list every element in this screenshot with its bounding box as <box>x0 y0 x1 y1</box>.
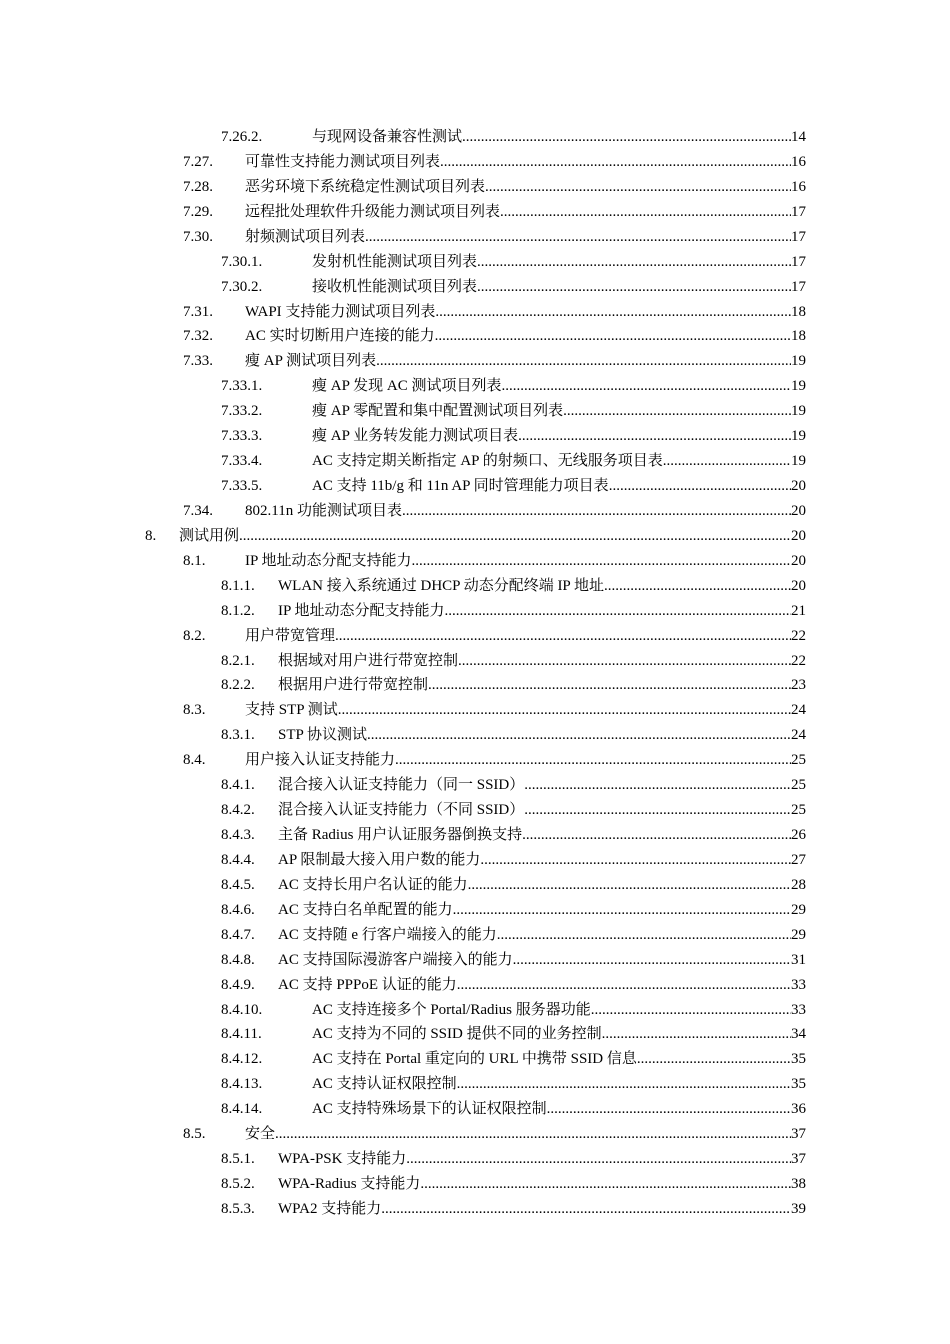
toc-entry[interactable] <box>183 175 806 199</box>
toc-entry-number: 8.3. <box>183 702 206 718</box>
toc-entry-page-number: 19 <box>791 378 806 394</box>
toc-entry-page-number: 18 <box>791 328 806 344</box>
toc-entry-number: 8.2.1. <box>221 653 255 669</box>
toc-entry[interactable] <box>183 1122 806 1146</box>
toc-entry[interactable] <box>183 499 806 523</box>
toc-entry-title: AC 支持随 e 行客户端接入的能力 <box>278 927 497 943</box>
toc-entry-number: 7.27. <box>183 154 213 170</box>
toc-entry-title: 用户接入认证支持能力 <box>245 752 396 768</box>
toc-dot-leader <box>663 449 791 473</box>
toc-entry-number: 8.1.2. <box>221 603 255 619</box>
toc-entry-number: 7.30.2. <box>221 279 263 295</box>
toc-entry[interactable] <box>221 773 806 797</box>
toc-entry-title: WPA-PSK 支持能力 <box>278 1151 407 1167</box>
toc-entry-title: AC 支持认证权限控制 <box>312 1076 457 1092</box>
toc-entry-number: 8.5.2. <box>221 1176 255 1192</box>
toc-dot-leader <box>501 374 791 398</box>
toc-entry-number: 8.1.1. <box>221 578 255 594</box>
toc-entry-title: AC 支持国际漫游客户端接入的能力 <box>278 952 513 968</box>
toc-dot-leader <box>468 873 791 897</box>
toc-entry-page-number: 22 <box>791 628 806 644</box>
toc-dot-leader <box>563 399 791 423</box>
toc-dot-leader <box>412 549 791 573</box>
toc-entry-number: 8.4.12. <box>221 1051 263 1067</box>
toc-entry-number: 8.4.13. <box>221 1076 263 1092</box>
toc-dot-leader <box>457 1072 791 1096</box>
toc-entry-number: 7.34. <box>183 503 213 519</box>
toc-dot-leader <box>365 225 791 249</box>
toc-entry[interactable] <box>221 649 806 673</box>
toc-entry-page-number: 25 <box>791 802 806 818</box>
toc-dot-leader <box>453 898 791 922</box>
toc-dot-leader <box>602 1022 791 1046</box>
toc-entry[interactable] <box>183 549 806 573</box>
toc-entry-title: 根据域对用户进行带宽控制 <box>278 653 459 669</box>
toc-entry[interactable] <box>221 474 806 498</box>
toc-entry-number: 8.2.2. <box>221 677 255 693</box>
toc-entry-number: 7.29. <box>183 204 213 220</box>
toc-dot-leader <box>335 624 791 648</box>
toc-entry-title: AC 支持长用户名认证的能力 <box>278 877 468 893</box>
toc-entry-page-number: 35 <box>791 1051 806 1067</box>
toc-entry-number: 8.4.11. <box>221 1026 262 1042</box>
toc-entry-title: 支持 STP 测试 <box>245 702 338 718</box>
toc-entry[interactable] <box>221 873 806 897</box>
toc-entry-page-number: 14 <box>791 129 806 145</box>
toc-entry[interactable] <box>221 898 806 922</box>
toc-entry-title: AC 支持 11b/g 和 11n AP 同时管理能力项目表 <box>312 478 609 494</box>
toc-entry-page-number: 19 <box>791 428 806 444</box>
toc-entry-page-number: 22 <box>791 653 806 669</box>
toc-entry-page-number: 24 <box>791 702 806 718</box>
toc-entry-page-number: 17 <box>791 229 806 245</box>
toc-dot-leader <box>462 125 791 149</box>
toc-dot-leader <box>500 200 791 224</box>
toc-entry-title: AC 支持 PPPoE 认证的能力 <box>278 977 457 993</box>
toc-dot-leader <box>239 524 791 548</box>
toc-entry-title: 瘦 AP 发现 AC 测试项目列表 <box>312 378 502 394</box>
toc-entry[interactable] <box>221 574 806 598</box>
toc-dot-leader <box>395 748 791 772</box>
toc-entry-title: 远程批处理软件升级能力测试项目列表 <box>245 204 501 220</box>
toc-entry-page-number: 33 <box>791 977 806 993</box>
toc-entry-title: 混合接入认证支持能力（不同 SSID） <box>278 802 525 818</box>
toc-entry-page-number: 29 <box>791 927 806 943</box>
toc-entry-title: AC 支持在 Portal 重定向的 URL 中携带 SSID 信息 <box>312 1051 637 1067</box>
toc-entry[interactable] <box>145 524 806 548</box>
toc-entry[interactable] <box>221 424 806 448</box>
toc-entry[interactable] <box>221 723 806 747</box>
toc-entry-title: 802.11n 功能测试项目表 <box>245 503 402 519</box>
toc-entry-number: 7.33.3. <box>221 428 263 444</box>
toc-dot-leader <box>637 1047 791 1071</box>
toc-entry-number: 8.4.1. <box>221 777 255 793</box>
toc-entry[interactable] <box>221 250 806 274</box>
toc-entry-page-number: 18 <box>791 304 806 320</box>
toc-dot-leader <box>376 349 791 373</box>
toc-entry[interactable] <box>221 973 806 997</box>
toc-entry-page-number: 20 <box>791 578 806 594</box>
toc-entry-page-number: 20 <box>791 528 806 544</box>
toc-dot-leader <box>477 250 791 274</box>
toc-dot-leader <box>524 773 791 797</box>
toc-entry-page-number: 27 <box>791 852 806 868</box>
toc-entry[interactable] <box>221 399 806 423</box>
toc-entry-number: 8.4.6. <box>221 902 255 918</box>
toc-entry[interactable] <box>183 300 806 324</box>
toc-entry-number: 7.32. <box>183 328 213 344</box>
toc-entry[interactable] <box>221 948 806 972</box>
toc-entry[interactable] <box>221 599 806 623</box>
toc-entry-page-number: 34 <box>791 1026 806 1042</box>
toc-entry[interactable] <box>221 923 806 947</box>
toc-entry-page-number: 25 <box>791 777 806 793</box>
toc-entry-title: 射频测试项目列表 <box>245 229 366 245</box>
toc-entry-page-number: 20 <box>791 478 806 494</box>
toc-entry[interactable] <box>221 125 806 149</box>
toc-entry-title: 与现网设备兼容性测试 <box>312 129 463 145</box>
toc-dot-leader <box>406 1147 791 1171</box>
toc-entry-number: 7.33. <box>183 353 213 369</box>
toc-dot-leader <box>445 599 791 623</box>
toc-entry[interactable] <box>183 698 806 722</box>
toc-entry-title: 主备 Radius 用户认证服务器倒换支持 <box>278 827 523 843</box>
toc-entry[interactable] <box>221 1022 806 1046</box>
toc-dot-leader <box>435 300 791 324</box>
toc-dot-leader <box>428 673 791 697</box>
toc-entry-page-number: 21 <box>791 603 806 619</box>
toc-entry-title: WLAN 接入系统通过 DHCP 动态分配终端 IP 地址 <box>278 578 604 594</box>
toc-entry-number: 8.4. <box>183 752 206 768</box>
toc-entry-page-number: 37 <box>791 1151 806 1167</box>
toc-entry-number: 8.4.9. <box>221 977 255 993</box>
toc-entry-number: 8.4.2. <box>221 802 255 818</box>
toc-dot-leader <box>402 499 791 523</box>
toc-dot-leader <box>497 923 791 947</box>
toc-entry[interactable] <box>183 225 806 249</box>
toc-entry-number: 8.5.3. <box>221 1201 255 1217</box>
toc-entry[interactable] <box>221 1097 806 1121</box>
toc-entry-page-number: 25 <box>791 752 806 768</box>
toc-entry[interactable] <box>183 200 806 224</box>
toc-entry-page-number: 17 <box>791 254 806 270</box>
toc-entry-title: 根据用户进行带宽控制 <box>278 677 429 693</box>
toc-entry[interactable] <box>221 275 806 299</box>
toc-entry-title: AC 支持特殊场景下的认证权限控制 <box>312 1101 547 1117</box>
toc-dot-leader <box>457 973 791 997</box>
toc-entry-title: 接收机性能测试项目列表 <box>312 279 478 295</box>
toc-dot-leader <box>480 848 791 872</box>
toc-entry-number: 8.4.8. <box>221 952 255 968</box>
toc-entry[interactable] <box>221 673 806 697</box>
toc-entry-number: 7.30. <box>183 229 213 245</box>
toc-entry-number: 7.26.2. <box>221 129 263 145</box>
toc-entry-number: 8.2. <box>183 628 206 644</box>
toc-entry-page-number: 26 <box>791 827 806 843</box>
toc-dot-leader <box>547 1097 791 1121</box>
toc-entry-title: 瘦 AP 业务转发能力测试项目表 <box>312 428 519 444</box>
toc-entry[interactable] <box>221 374 806 398</box>
toc-entry-page-number: 36 <box>791 1101 806 1117</box>
toc-entry-page-number: 16 <box>791 154 806 170</box>
toc-entry-page-number: 28 <box>791 877 806 893</box>
toc-entry-page-number: 39 <box>791 1201 806 1217</box>
toc-entry[interactable] <box>183 624 806 648</box>
toc-entry-page-number: 35 <box>791 1076 806 1092</box>
toc-entry-title: STP 协议测试 <box>278 727 368 743</box>
toc-entry[interactable] <box>221 1072 806 1096</box>
toc-dot-leader <box>604 574 791 598</box>
toc-dot-leader <box>591 998 791 1022</box>
toc-entry-number: 8.4.3. <box>221 827 255 843</box>
toc-entry-number: 8.4.10. <box>221 1002 263 1018</box>
toc-entry-number: 7.33.4. <box>221 453 263 469</box>
toc-entry-title: 可靠性支持能力测试项目列表 <box>245 154 441 170</box>
toc-entry-page-number: 17 <box>791 204 806 220</box>
toc-entry-page-number: 16 <box>791 179 806 195</box>
toc-entry-title: WPA-Radius 支持能力 <box>278 1176 421 1192</box>
toc-entry-page-number: 31 <box>791 952 806 968</box>
toc-entry-number: 7.28. <box>183 179 213 195</box>
toc-entry-page-number: 37 <box>791 1126 806 1142</box>
toc-entry-title: AC 支持白名单配置的能力 <box>278 902 453 918</box>
toc-dot-leader <box>435 324 791 348</box>
toc-entry-number: 7.33.1. <box>221 378 263 394</box>
toc-entry-page-number: 24 <box>791 727 806 743</box>
toc-entry-title: 瘦 AP 零配置和集中配置测试项目列表 <box>312 403 564 419</box>
toc-dot-leader <box>485 175 791 199</box>
toc-dot-leader <box>440 150 791 174</box>
toc-dot-leader <box>381 1197 791 1221</box>
toc-dot-leader <box>367 723 791 747</box>
toc-entry-number: 8.1. <box>183 553 206 569</box>
toc-dot-leader <box>524 798 791 822</box>
toc-entry-page-number: 38 <box>791 1176 806 1192</box>
toc-entry-number: 7.33.5. <box>221 478 263 494</box>
toc-dot-leader <box>420 1172 791 1196</box>
toc-entry-title: 恶劣环境下系统稳定性测试项目列表 <box>245 179 486 195</box>
toc-entry-page-number: 17 <box>791 279 806 295</box>
toc-entry-page-number: 20 <box>791 503 806 519</box>
toc-entry-page-number: 20 <box>791 553 806 569</box>
toc-entry-title: 瘦 AP 测试项目列表 <box>245 353 377 369</box>
toc-entry[interactable] <box>221 798 806 822</box>
toc-dot-leader <box>477 275 791 299</box>
toc-entry[interactable] <box>221 449 806 473</box>
toc-dot-leader <box>609 474 791 498</box>
toc-entry-title: AC 实时切断用户连接的能力 <box>245 328 435 344</box>
toc-entry[interactable] <box>221 998 806 1022</box>
toc-entry[interactable] <box>183 349 806 373</box>
toc-entry-title: AP 限制最大接入用户数的能力 <box>278 852 481 868</box>
toc-entry-title: 混合接入认证支持能力（同一 SSID） <box>278 777 525 793</box>
toc-dot-leader <box>275 1122 791 1146</box>
toc-entry-number: 8.4.7. <box>221 927 255 943</box>
toc-dot-leader <box>458 649 791 673</box>
toc-dot-leader <box>338 698 791 722</box>
toc-entry-title: AC 支持为不同的 SSID 提供不同的业务控制 <box>312 1026 602 1042</box>
toc-entry[interactable] <box>221 1172 806 1196</box>
toc-entry-number: 8. <box>145 528 157 544</box>
toc-entry[interactable] <box>221 1147 806 1171</box>
toc-entry[interactable] <box>183 748 806 772</box>
toc-entry-title: 用户带宽管理 <box>245 628 336 644</box>
toc-dot-leader <box>522 823 791 847</box>
toc-dot-leader <box>518 424 791 448</box>
toc-entry-title: IP 地址动态分配支持能力 <box>245 553 412 569</box>
toc-entry[interactable] <box>221 1047 806 1071</box>
toc-entry-title: AC 支持定期关断指定 AP 的射频口、无线服务项目表 <box>312 453 663 469</box>
toc-entry[interactable] <box>183 150 806 174</box>
toc-entry-title: WAPI 支持能力测试项目列表 <box>245 304 436 320</box>
toc-entry-title: IP 地址动态分配支持能力 <box>278 603 445 619</box>
toc-entry-number: 8.4.5. <box>221 877 255 893</box>
toc-entry-page-number: 29 <box>791 902 806 918</box>
toc-entry-title: 安全 <box>245 1126 276 1142</box>
toc-entry-number: 7.31. <box>183 304 213 320</box>
toc-entry-page-number: 19 <box>791 353 806 369</box>
toc-entry-page-number: 19 <box>791 403 806 419</box>
toc-entry[interactable] <box>221 823 806 847</box>
toc-entry-title: WPA2 支持能力 <box>278 1201 382 1217</box>
toc-entry-number: 8.4.4. <box>221 852 255 868</box>
toc-entry-page-number: 19 <box>791 453 806 469</box>
toc-entry-number: 7.33.2. <box>221 403 263 419</box>
toc-entry-page-number: 33 <box>791 1002 806 1018</box>
toc-entry-title: AC 支持连接多个 Portal/Radius 服务器功能 <box>312 1002 591 1018</box>
toc-entry-page-number: 23 <box>791 677 806 693</box>
toc-dot-leader <box>513 948 791 972</box>
toc-entry-title: 发射机性能测试项目列表 <box>312 254 478 270</box>
toc-entry-number: 8.4.14. <box>221 1101 263 1117</box>
toc-entry[interactable] <box>221 1197 806 1221</box>
toc-entry-number: 8.3.1. <box>221 727 255 743</box>
toc-entry[interactable] <box>221 848 806 872</box>
toc-entry-number: 8.5. <box>183 1126 206 1142</box>
toc-entry-number: 8.5.1. <box>221 1151 255 1167</box>
toc-entry[interactable] <box>183 324 806 348</box>
toc-entry-title: 测试用例 <box>179 528 240 544</box>
toc-entry-number: 7.30.1. <box>221 254 263 270</box>
